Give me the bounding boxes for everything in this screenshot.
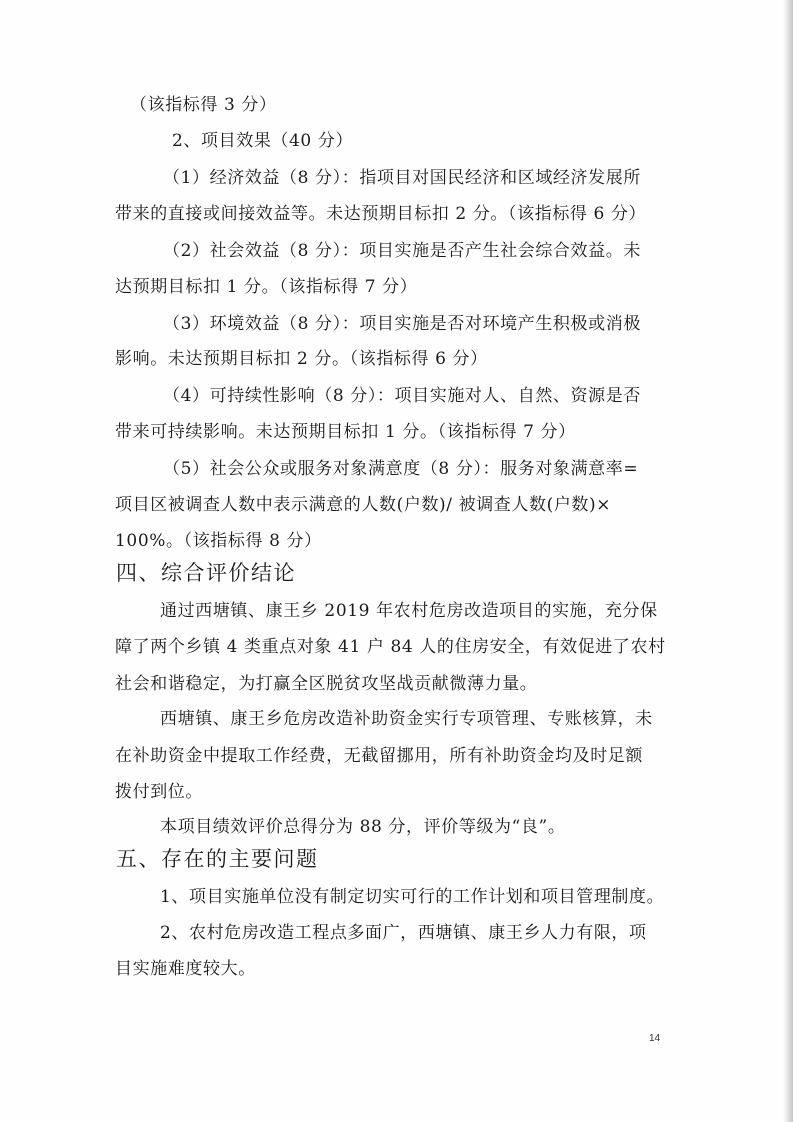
text-line: 达预期目标扣 1 分。（该指标得 7 分） <box>115 277 418 297</box>
text-line: 100%。（该指标得 8 分） <box>115 531 322 551</box>
text-line: 西塘镇、康王乡危房改造补助资金实行专项管理、专账核算，未 <box>160 709 653 729</box>
page-number: 14 <box>649 1033 661 1044</box>
scan-edge-shadow <box>783 0 793 1122</box>
text-line: 本项目绩效评价总得分为 88 分，评价等级为“良”。 <box>160 817 566 837</box>
text-line: （3）环境效益（8 分）：项目实施是否对环境产生积极或消极 <box>163 314 641 334</box>
text-line: 带来可持续影响。未达预期目标扣 1 分。（该指标得 7 分） <box>115 422 576 442</box>
text-line: 2、农村危房改造工程点多面广，西塘镇、康王乡人力有限，项 <box>160 923 647 943</box>
text-line: 影响。未达预期目标扣 2 分。（该指标得 6 分） <box>115 349 488 369</box>
text-line: 在补助资金中提取工作经费，无截留挪用，所有补助资金均及时足额 <box>115 746 643 766</box>
text-line: 项目区被调查人数中表示满意的人数(户数)/ 被调查人数(户数)× <box>115 495 612 515</box>
text-line: 目实施难度较大。 <box>115 959 256 979</box>
subsection-heading: 2、项目效果（40 分） <box>172 131 354 151</box>
text-line: 带来的直接或间接效益等。未达预期目标扣 2 分。（该指标得 6 分） <box>115 204 647 224</box>
text-line: 1、项目实施单位没有制定切实可行的工作计划和项目管理制度。 <box>160 887 665 907</box>
text-line: （4）可持续性影响（8 分）：项目实施对人、自然、资源是否 <box>163 386 641 406</box>
text-line: 障了两个乡镇 4 类重点对象 41 户 84 人的住房安全，有效促进了农村 <box>115 637 666 657</box>
section-heading: 五、存在的主要问题 <box>116 847 319 871</box>
text-line: 通过西塘镇、康王乡 2019 年农村危房改造项目的实施，充分保 <box>160 601 658 621</box>
text-line: （5）社会公众或服务对象满意度（8 分）：服务对象满意率= <box>163 459 639 479</box>
text-line: 社会和谐稳定，为打赢全区脱贫攻坚战贡献微薄力量。 <box>115 674 538 694</box>
text-line: 拨付到位。 <box>115 782 203 802</box>
text-line: （1）经济效益（8 分）：指项目对国民经济和区域经济发展所 <box>163 168 641 188</box>
text-line: （2）社会效益（8 分）：项目实施是否产生社会综合效益。未 <box>163 241 641 261</box>
section-heading: 四、综合评价结论 <box>116 561 296 585</box>
text-line: （该指标得 3 分） <box>130 95 277 115</box>
